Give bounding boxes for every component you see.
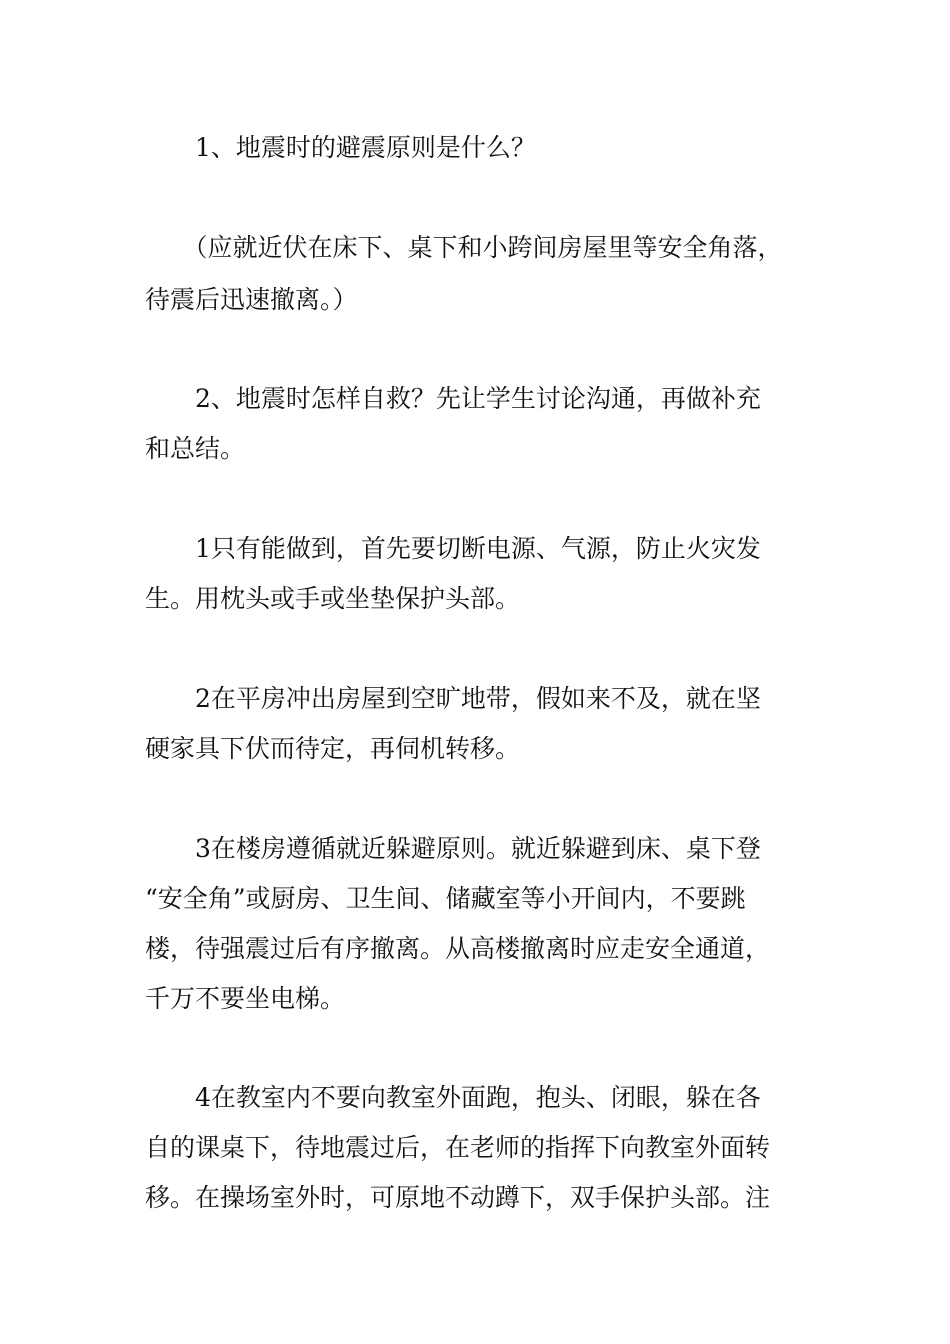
paragraph-7-line-1: 4在教室内不要向教室外面跑，抱头、闭眼，躲在各 (145, 1083, 761, 1112)
paragraph-2-line-2: 待震后迅速撤离。） (145, 285, 358, 314)
paragraph-6-line-3: 楼，待强震过后有序撤离。从高楼撤离时应走安全通道， (145, 934, 771, 963)
paragraph-6-line-1: 3在楼房遵循就近躲避原则。就近躲避到床、桌下登 (145, 834, 761, 863)
paragraph-2-line-1: （应就近伏在床下、桌下和小跨间房屋里等安全角落， (145, 233, 783, 262)
paragraph-3-line-2: 和总结。 (145, 434, 246, 463)
paragraph-7-line-2: 自的课桌下，待地震过后，在老师的指挥下向教室外面转 (145, 1133, 771, 1162)
paragraph-5-line-1: 2在平房冲出房屋到空旷地带，假如来不及，就在坚 (145, 684, 761, 713)
paragraph-4-line-1: 1只有能做到，首先要切断电源、气源，防止火灾发 (145, 534, 761, 563)
paragraph-1-line-1: 1、地震时的避震原则是什么？ (145, 133, 536, 162)
paragraph-7-line-3: 移。在操场室外时，可原地不动蹲下，双手保护头部。注 (145, 1183, 771, 1212)
paragraph-4-line-2: 生。用枕头或手或坐垫保护头部。 (145, 584, 521, 613)
paragraph-3-line-1: 2、地震时怎样自救？先让学生讨论沟通，再做补充 (145, 384, 761, 413)
paragraph-6-line-4: 千万不要坐电梯。 (145, 984, 346, 1013)
paragraph-6-line-2: “安全角”或厨房、卫生间、储藏室等小开间内，不要跳 (145, 884, 746, 913)
paragraph-5-line-2: 硬家具下伏而待定，再伺机转移。 (145, 734, 521, 763)
